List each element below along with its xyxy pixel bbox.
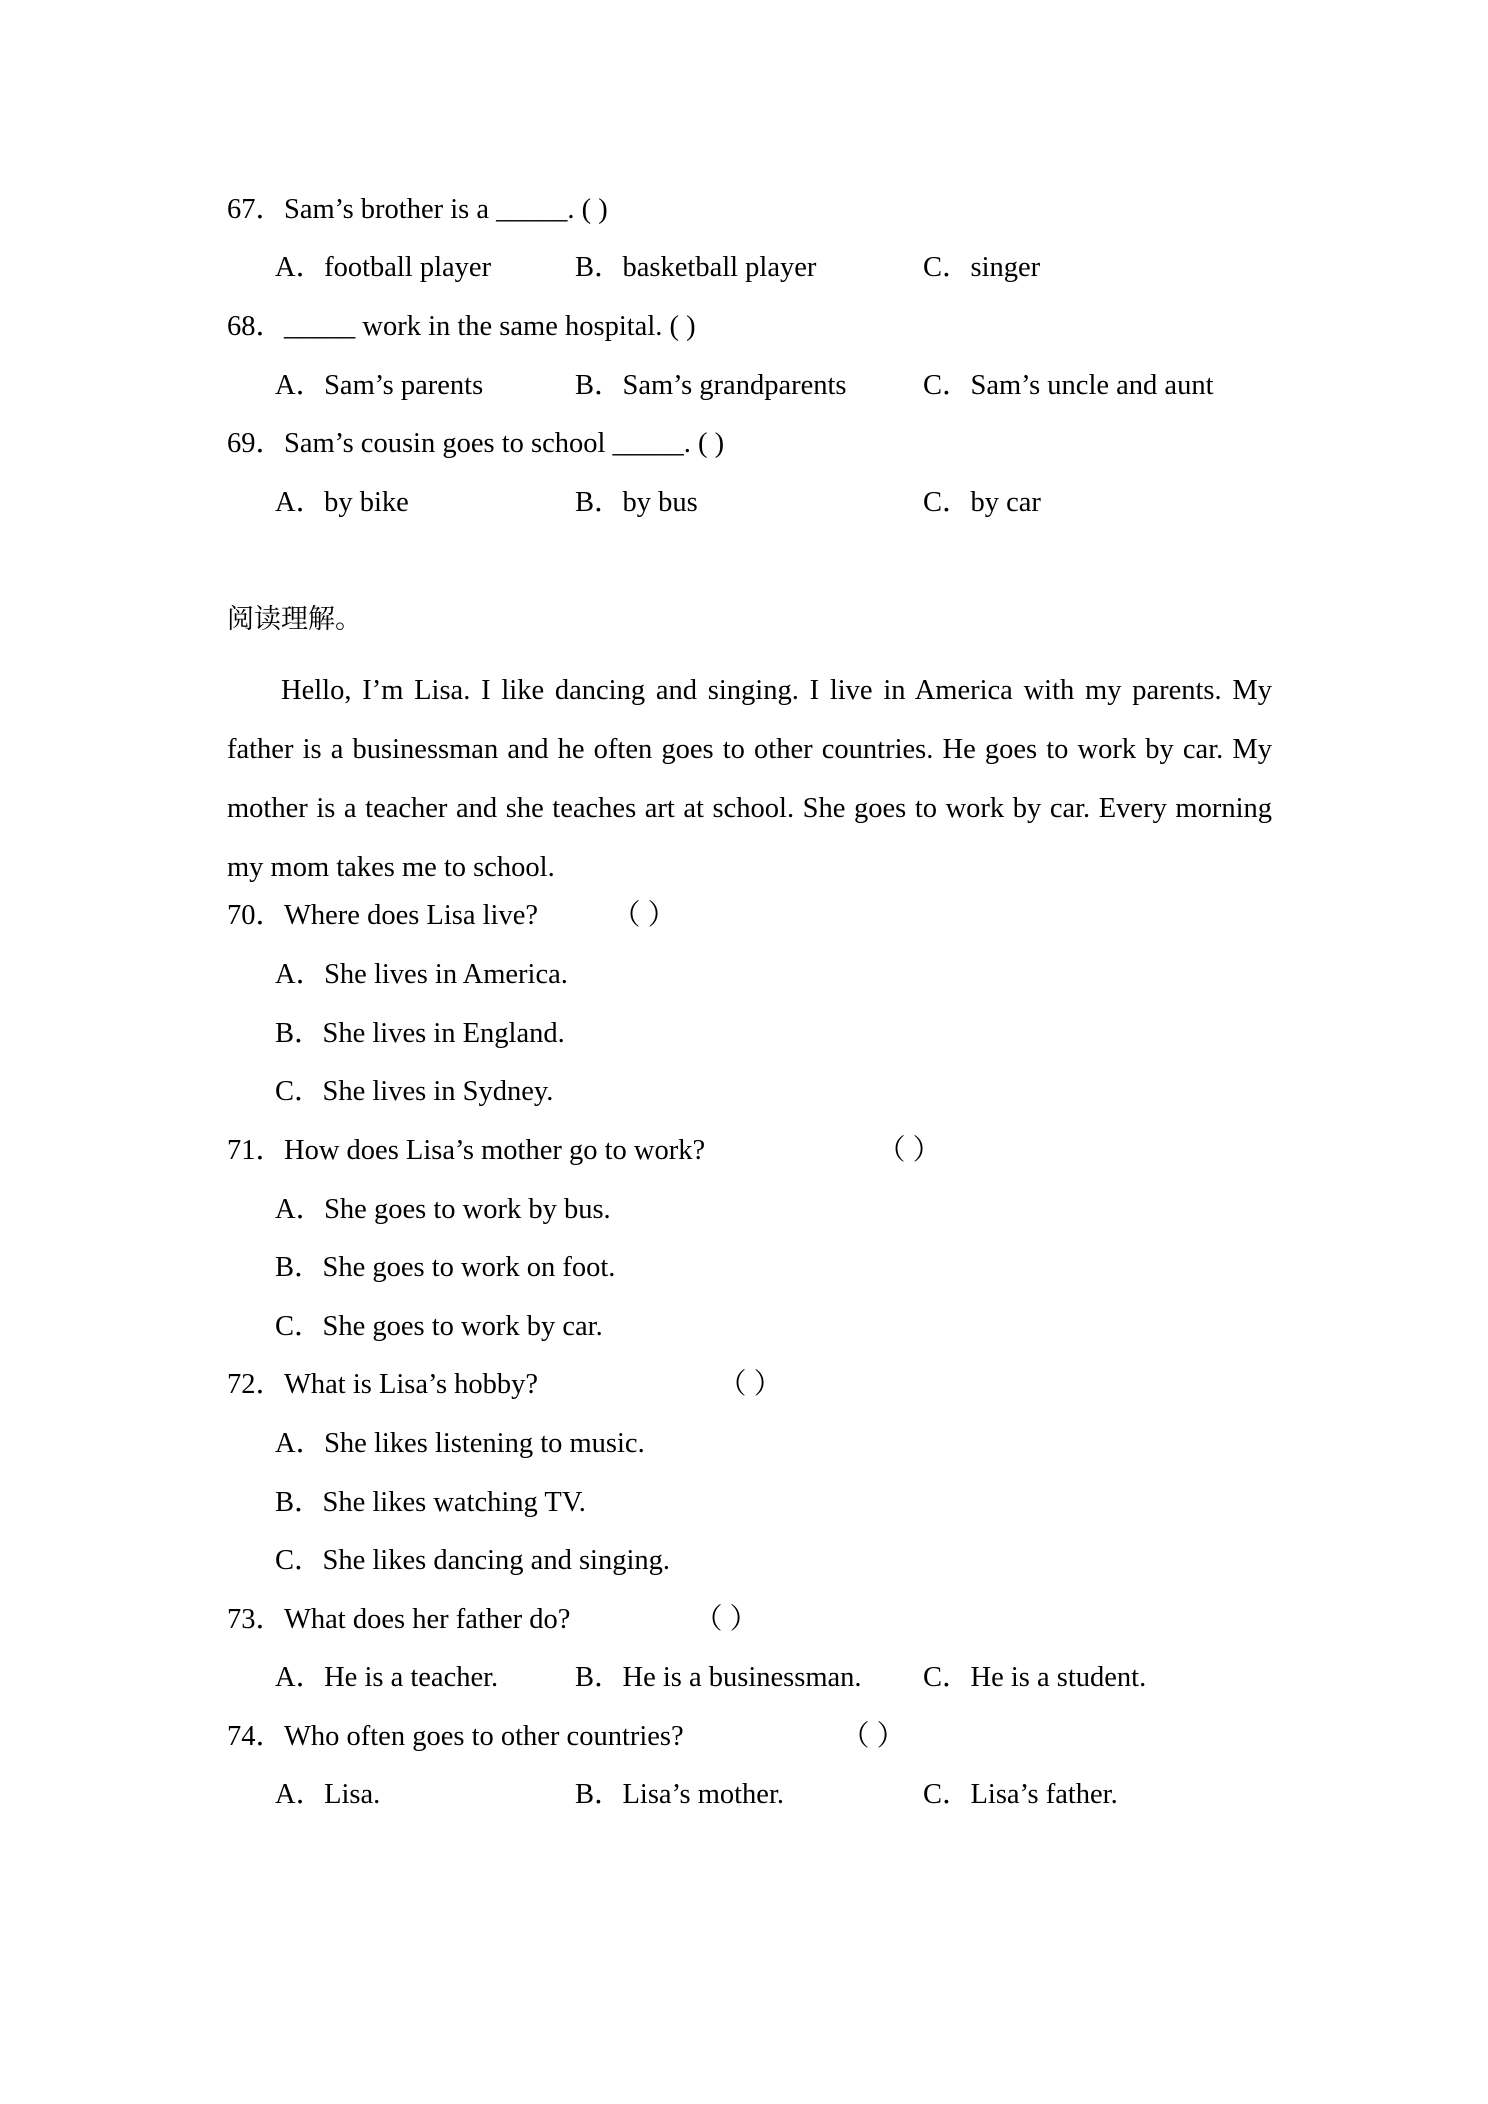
question-72-option-b[interactable]: B．She likes watching TV. — [275, 1487, 586, 1518]
question-70-stem: 70．Where does Lisa live? — [227, 900, 539, 931]
question-68-option-b[interactable]: B．Sam’s grandparents — [575, 370, 847, 401]
question-70-answer-blank[interactable]: （ ） — [612, 900, 677, 931]
question-74-option-c[interactable]: C．Lisa’s father. — [923, 1779, 1118, 1810]
question-70-option-b[interactable]: B．She lives in England. — [275, 1018, 565, 1049]
question-69-option-b[interactable]: B．by bus — [575, 487, 698, 518]
question-69-option-a[interactable]: A．by bike — [275, 487, 409, 518]
question-72-answer-blank[interactable]: （ ） — [718, 1369, 783, 1400]
question-67-option-c[interactable]: C．singer — [923, 252, 1041, 283]
question-69-option-c[interactable]: C．by car — [923, 487, 1041, 518]
question-73-stem: 73．What does her father do? — [227, 1604, 571, 1635]
question-73-option-c[interactable]: C．He is a student. — [923, 1662, 1147, 1693]
question-71-option-c[interactable]: C．She goes to work by car. — [275, 1311, 603, 1342]
question-69-stem: 69．Sam’s cousin goes to school _____. ( ) — [227, 428, 725, 459]
question-71-option-b[interactable]: B．She goes to work on foot. — [275, 1252, 616, 1283]
question-74-answer-blank[interactable]: （ ） — [841, 1721, 906, 1752]
question-73-answer-blank[interactable]: （ ） — [694, 1604, 759, 1635]
question-74-options — [0, 1775, 1488, 1815]
question-74-option-a[interactable]: A．Lisa. — [275, 1779, 381, 1810]
question-71-answer-blank[interactable]: （ ） — [877, 1135, 942, 1166]
question-74-stem: 74．Who often goes to other countries? — [227, 1721, 684, 1752]
section-heading: 阅读理解。 — [227, 604, 362, 635]
question-70-option-c[interactable]: C．She lives in Sydney. — [275, 1076, 554, 1107]
question-67-stem: 67．Sam’s brother is a _____. ( ) — [227, 194, 608, 225]
question-71-stem: 71．How does Lisa’s mother go to work? — [227, 1135, 706, 1166]
question-74-option-b[interactable]: B．Lisa’s mother. — [575, 1779, 784, 1810]
question-73-option-b[interactable]: B．He is a businessman. — [575, 1662, 862, 1693]
question-70-option-a[interactable]: A．She lives in America. — [275, 959, 568, 990]
question-68-options — [0, 366, 1488, 406]
question-72-stem: 72．What is Lisa’s hobby? — [227, 1369, 539, 1400]
question-69-options — [0, 483, 1488, 523]
question-68-stem: 68．_____ work in the same hospital. ( ) — [227, 311, 696, 342]
question-72-option-c[interactable]: C．She likes dancing and singing. — [275, 1545, 671, 1576]
question-72-option-a[interactable]: A．She likes listening to music. — [275, 1428, 645, 1459]
question-73-option-a[interactable]: A．He is a teacher. — [275, 1662, 499, 1693]
question-67-options — [0, 248, 1488, 288]
question-67-option-a[interactable]: A．football player — [275, 252, 492, 283]
question-68-option-c[interactable]: C．Sam’s uncle and aunt — [923, 370, 1214, 401]
question-71-option-a[interactable]: A．She goes to work by bus. — [275, 1194, 611, 1225]
question-68-option-a[interactable]: A．Sam’s parents — [275, 370, 484, 401]
question-73-options — [0, 1658, 1488, 1698]
reading-passage: Hello, I’m Lisa. I like dancing and singing. I live in America with my parents. My father is a businessman and he often goes to other countries. He goes to work by car. My mother is a teacher and she teaches art at school. She goes to work by car. Every morning my mom takes me to school. — [227, 675, 1272, 883]
question-67-option-b[interactable]: B．basketball player — [575, 252, 817, 283]
